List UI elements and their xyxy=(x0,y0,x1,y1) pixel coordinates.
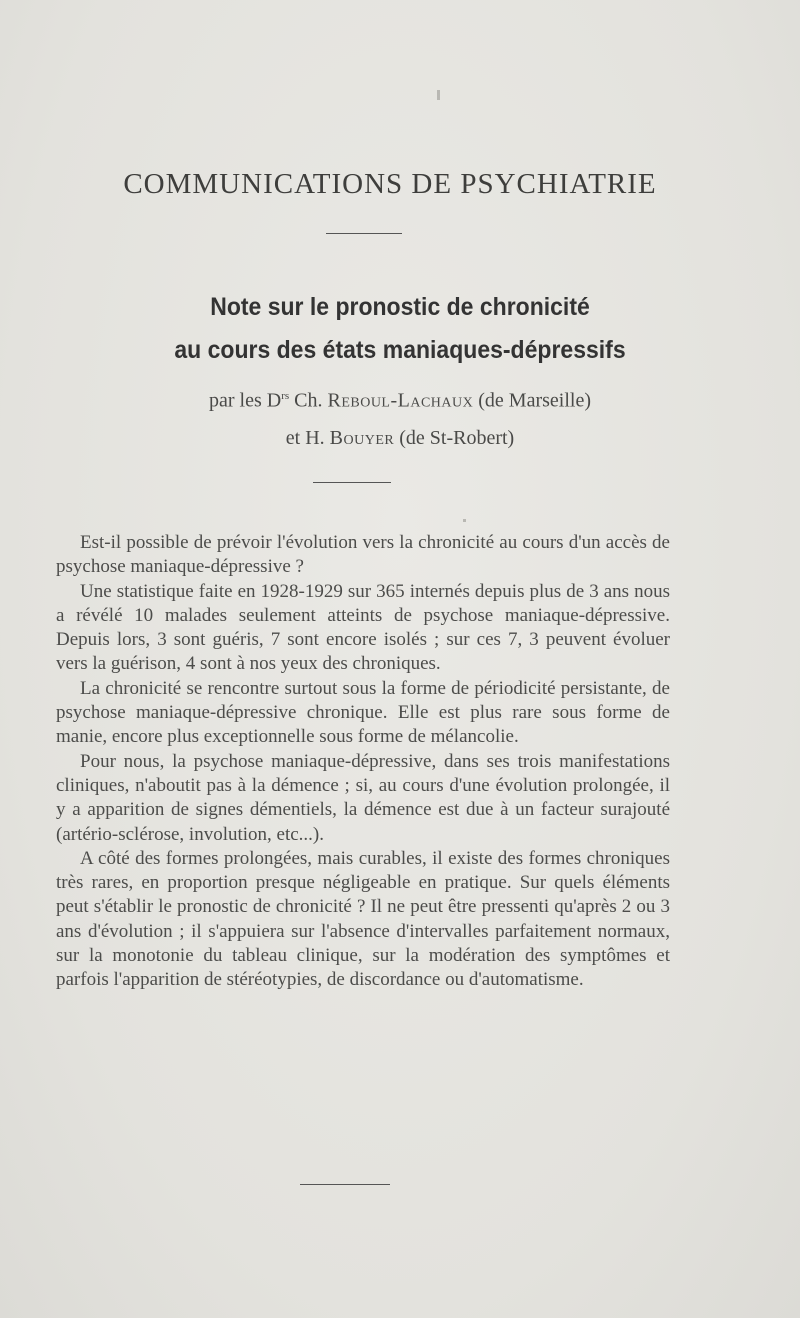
authors-line-2-prefix: et H. xyxy=(285,426,325,449)
article-title-line-1: Note sur le pronostic de chronicité xyxy=(210,293,590,321)
article-title xyxy=(0,286,800,372)
author-2-place: (de St-Robert) xyxy=(399,426,515,449)
article-title-line-2: au cours des états maniaques-dépressifs xyxy=(174,336,626,364)
authors-block xyxy=(0,378,800,457)
doctors-abbrev-sup: rs xyxy=(281,390,290,402)
body-paragraph: Une statistique faite en 1928-1929 sur 365 internés depuis plus de 3 ans nous a révélé 10 malades seulement atteints de psychose maniaque-dépressive. Depuis lors, 3 sont guéris, 7 sont encore isolés ; sur ces 7, 3 peuvent évoluer vers la guérison, 4 sont à nos yeux des chroniques. xyxy=(56,580,670,675)
body-paragraph: La chronicité se rencontre surtout sous la forme de périodicité persistante, de psychose maniaque-dépressive chronique. Elle est plus rare sous forme de manie, encore plus exceptionnelle sous forme de mélancolie. xyxy=(56,677,670,748)
body-paragraph: Est-il possible de prévoir l'évolution vers la chronicité au cours d'un accès de psychose maniaque-dépressive ? xyxy=(56,532,670,578)
authors-line-2 xyxy=(0,420,800,457)
section-title: COMMUNICATIONS DE PSYCHIATRIE xyxy=(123,168,657,200)
divider-rule xyxy=(300,1184,390,1185)
body-paragraph: Pour nous, la psychose maniaque-dépressive, dans ses trois manifestations cliniques, n'aboutit pas à la démence ; si, au cours d'une évolution prolongée, il y a apparition de signes démentiels, la démence est due à un facteur surajouté (artério-sclérose, involution, etc...). xyxy=(56,750,670,845)
body-paragraph: A côté des formes prolongées, mais curables, il existe des formes chroniques très rares, en proportion presque négligeable en pratique. Sur quels éléments peut s'établir le pronostic de chronicité ? Il ne peut être pressenti qu'après 2 ou 3 ans d'évolution ; il s'appuiera sur l'absence d'intervalles parfaitement normaux, sur la monotonie du tableau clinique, sur la modération des symptômes et parfois l'apparition de stéréotypies, de discordance ou d'automatisme. xyxy=(56,847,670,991)
article-body xyxy=(56,531,670,993)
divider-rule xyxy=(313,482,391,483)
paper-speck xyxy=(437,90,440,100)
authors-prefix: par les D xyxy=(208,389,282,412)
paper-speck xyxy=(463,519,466,522)
author-2-surname: Bouyer xyxy=(329,426,395,449)
divider-rule xyxy=(326,233,402,234)
author-1-surname: Reboul-Lachaux xyxy=(327,389,474,412)
author-1-place: (de Marseille) xyxy=(478,389,591,412)
author-1-initial: Ch. xyxy=(294,389,323,412)
authors-line-1 xyxy=(0,378,800,420)
